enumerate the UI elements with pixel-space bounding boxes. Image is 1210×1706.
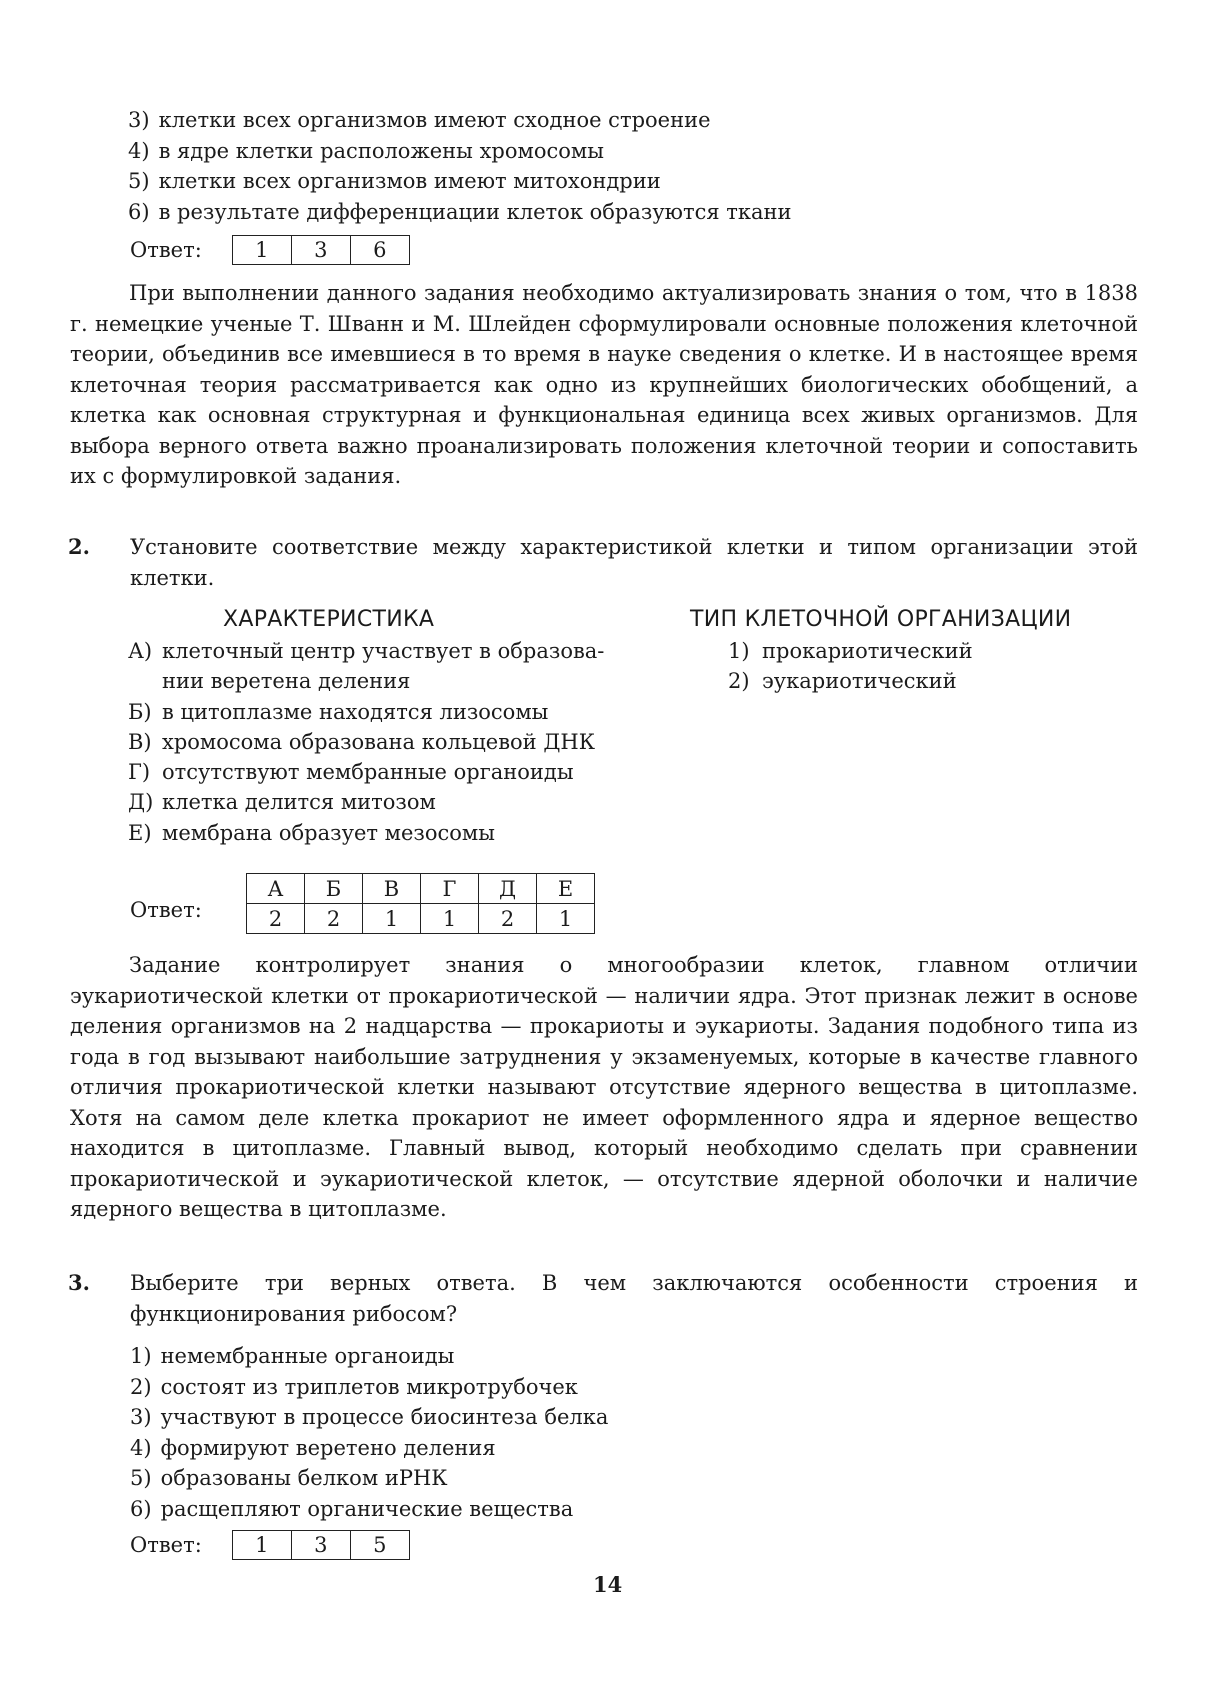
answer-table-value: 2 — [247, 904, 305, 934]
answer-table-header: В — [363, 874, 421, 904]
q3-option: 5) образованы белком иРНК — [130, 1466, 448, 1490]
answer-table-value: 1 — [537, 904, 595, 934]
q1-option: 4) в ядре клетки расположены хромосомы — [128, 138, 604, 163]
answer-table-header: Д — [479, 874, 537, 904]
q3-option: 4) формируют веретено деления — [130, 1435, 496, 1460]
q1-option: 6) в результате дифференциации клеток образуются ткани — [128, 199, 792, 224]
characteristic-item-cont: нии веретена деления — [162, 669, 411, 693]
characteristic-item: Е) мембрана образует мезосомы — [128, 821, 495, 845]
answer-table-value: 2 — [305, 904, 363, 934]
answer-table-value: 1 — [421, 904, 479, 934]
q3-option: 6) расщепляют органические вещества — [130, 1496, 574, 1521]
q3-answer — [130, 1530, 410, 1561]
characteristic-item: Б) в цитоплазме находятся лизосомы — [128, 700, 549, 724]
q2-prompt: Установите соответствие между характеристикой клетки и типом организации этой клетки. — [130, 535, 1138, 590]
q1-options — [128, 105, 792, 227]
type-item: 1) прокариотический — [728, 639, 973, 663]
q1-option: 3) клетки всех организмов имеют сходное строение — [128, 108, 711, 132]
answer-label: Ответ: — [130, 238, 202, 262]
answer-label: Ответ: — [130, 1533, 202, 1557]
answer-table-header: Б — [305, 874, 363, 904]
characteristic-item: В) хромосома образована кольцевой ДНК — [128, 730, 595, 754]
characteristic-item: Д) клетка делится митозом — [128, 790, 436, 814]
answer-boxes — [232, 1530, 410, 1560]
q2-answer-table — [246, 873, 595, 934]
q3-prompt: Выберите три верных ответа. В чем заключаются особенности строения и функционирования рибосом? — [130, 1271, 1138, 1326]
q3-option: 3) участвуют в процессе биосинтеза белка — [130, 1405, 609, 1429]
answer-label: Ответ: — [130, 898, 202, 922]
q3-number: 3. — [68, 1270, 90, 1295]
q1-option: 5) клетки всех организмов имеют митохондрии — [128, 169, 661, 193]
q3-options — [130, 1341, 608, 1524]
answer-box: 5 — [373, 1533, 387, 1558]
answer-box: 1 — [233, 236, 292, 264]
answer-table-value: 1 — [363, 904, 421, 934]
characteristic-item: А) клеточный центр участвует в образова- — [128, 639, 605, 663]
answer-box: 3 — [292, 1531, 351, 1559]
characteristics-header: ХАРАКТЕРИСТИКА — [223, 607, 435, 632]
answer-box: 3 — [292, 236, 351, 264]
q3-option: 1) немембранные органоиды — [130, 1344, 455, 1368]
q2-number: 2. — [68, 534, 90, 559]
q1-explanation: При выполнении данного задания необходимо актуализировать знания о том, что в 1838 г. немецкие ученые Т. Шванн и М. Шлейден сформулировали основные положения клеточной теории, объединив все имевшиеся в то время в науке сведения о клетке. И в настоящее время клеточная теория рассматривается как одно из крупнейших биологических обобщений, а клетка как основная структурная и функциональная единица всех живых организмов. Для выбора верного ответа важно проанализировать положения клеточной теории и сопоставить их с формулировкой задания. — [70, 281, 1138, 488]
answer-boxes — [232, 235, 410, 265]
answer-table-header-row — [247, 874, 595, 904]
answer-table-header: Е — [537, 874, 595, 904]
types-header: ТИП КЛЕТОЧНОЙ ОРГАНИЗАЦИИ — [690, 607, 1072, 632]
answer-table-header: А — [247, 874, 305, 904]
answer-box: 1 — [233, 1531, 292, 1559]
answer-table-header: Г — [421, 874, 479, 904]
answer-box: 6 — [373, 238, 387, 263]
q3-option: 2) состоят из триплетов микротрубочек — [130, 1374, 578, 1399]
page-number: 14 — [593, 1572, 623, 1597]
answer-table-value: 2 — [479, 904, 537, 934]
characteristic-item: Г) отсутствуют мембранные органоиды — [128, 760, 574, 784]
answer-table-value-row — [247, 904, 595, 934]
type-item: 2) эукариотический — [728, 669, 957, 693]
q1-answer — [130, 235, 410, 266]
q2-explanation: Задание контролирует знания о многообразии клеток, главном отличии эукариотической клетки от прокариотической — наличии ядра. Этот признак лежит в основе деления организмов на 2 надцарства — прокариоты и эукариоты. Задания подобного типа из года в год вызывают наибольшие затруднения у экзаменуемых, которые в качестве главного отличия прокариотической клетки называют отсутствие ядерного вещества в цитоплазме. Хотя на самом деле клетка прокариот не имеет оформленного ядра и ядерное вещество находится в цитоплазме. Главный вывод, который необходимо сделать при сравнении прокариотической и эукариотической клеток, — отсутствие ядерной оболочки и наличие ядерного вещества в цитоплазме. — [70, 953, 1138, 1221]
